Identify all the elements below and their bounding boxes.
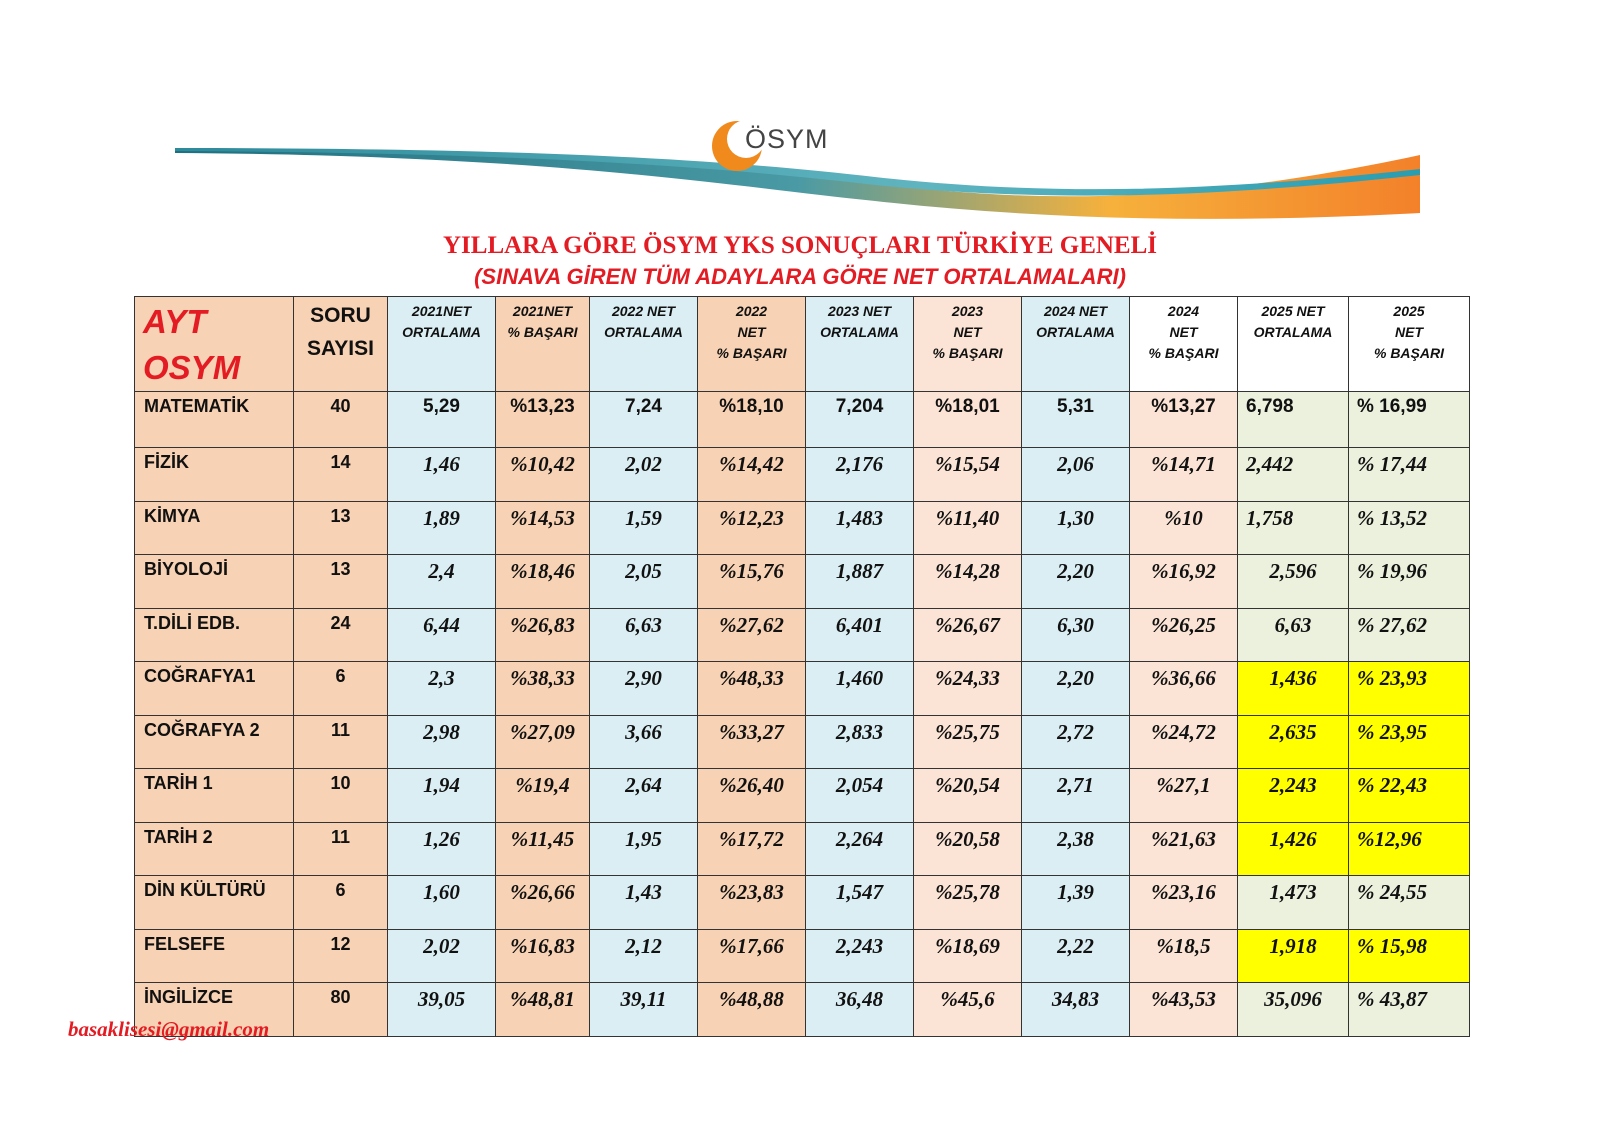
column-header: 2024 NET % BAŞARI [1130,297,1238,392]
net-average-cell: 2,20 [1022,555,1130,609]
question-count-cell: 12 [294,929,388,983]
success-rate-cell: %27,62 [698,608,806,662]
net-average-cell: 1,43 [590,876,698,930]
net-average-cell: 6,798 [1238,392,1349,448]
net-average-cell: 1,426 [1238,822,1349,876]
success-rate-cell: %14,42 [698,448,806,502]
net-average-cell: 2,596 [1238,555,1349,609]
net-average-cell: 2,442 [1238,448,1349,502]
success-rate-cell: %11,40 [914,501,1022,555]
success-rate-cell: % 43,87 [1349,983,1470,1037]
net-average-cell: 2,90 [590,662,698,716]
success-rate-cell: %43,53 [1130,983,1238,1037]
success-rate-cell: %26,67 [914,608,1022,662]
success-rate-cell: %21,63 [1130,822,1238,876]
net-average-cell: 6,63 [590,608,698,662]
net-average-cell: 2,264 [806,822,914,876]
net-average-cell: 1,59 [590,501,698,555]
net-average-cell: 2,71 [1022,769,1130,823]
osym-logo-text: ÖSYM [745,124,829,154]
column-header: 2021NET % BAŞARI [496,297,590,392]
success-rate-cell: % 13,52 [1349,501,1470,555]
success-rate-cell: %13,27 [1130,392,1238,448]
net-average-cell: 2,38 [1022,822,1130,876]
table-row [135,715,1470,769]
success-rate-cell: %18,01 [914,392,1022,448]
results-table [134,296,1470,1037]
success-rate-cell: % 27,62 [1349,608,1470,662]
success-rate-cell: %25,75 [914,715,1022,769]
net-average-cell: 1,30 [1022,501,1130,555]
net-average-cell: 1,46 [388,448,496,502]
success-rate-cell: %24,33 [914,662,1022,716]
question-count-cell: 14 [294,448,388,502]
net-average-cell: 39,11 [590,983,698,1037]
success-rate-cell: % 19,96 [1349,555,1470,609]
net-average-cell: 2,02 [590,448,698,502]
question-count-cell: 13 [294,501,388,555]
table-row [135,448,1470,502]
success-rate-cell: %14,53 [496,501,590,555]
net-average-cell: 3,66 [590,715,698,769]
success-rate-cell: %27,09 [496,715,590,769]
table-row [135,608,1470,662]
success-rate-cell: %25,78 [914,876,1022,930]
success-rate-cell: %26,66 [496,876,590,930]
question-count-cell: 11 [294,715,388,769]
net-average-cell: 2,833 [806,715,914,769]
success-rate-cell: %14,28 [914,555,1022,609]
net-average-cell: 2,64 [590,769,698,823]
net-average-cell: 35,096 [1238,983,1349,1037]
net-average-cell: 2,635 [1238,715,1349,769]
net-average-cell: 1,60 [388,876,496,930]
success-rate-cell: %16,83 [496,929,590,983]
contact-email: basaklisesi@gmail.com [68,1017,270,1041]
net-average-cell: 1,39 [1022,876,1130,930]
success-rate-cell: %12,96 [1349,822,1470,876]
success-rate-cell: % 23,93 [1349,662,1470,716]
subject-cell: TARİH 2 [135,822,294,876]
net-average-cell: 6,63 [1238,608,1349,662]
net-average-cell: 2,20 [1022,662,1130,716]
column-header: 2025 NET % BAŞARI [1349,297,1470,392]
net-average-cell: 2,05 [590,555,698,609]
net-average-cell: 1,918 [1238,929,1349,983]
net-average-cell: 1,473 [1238,876,1349,930]
net-average-cell: 5,31 [1022,392,1130,448]
success-rate-cell: %20,58 [914,822,1022,876]
success-rate-cell: %18,5 [1130,929,1238,983]
success-rate-cell: % 23,95 [1349,715,1470,769]
net-average-cell: 2,4 [388,555,496,609]
net-average-cell: 6,30 [1022,608,1130,662]
net-average-cell: 1,94 [388,769,496,823]
net-average-cell: 2,02 [388,929,496,983]
subject-cell: TARİH 1 [135,769,294,823]
question-count-header: SORU SAYISI [294,297,388,392]
page-subtitle: (SINAVA GİREN TÜM ADAYLARA GÖRE NET ORTALAMALARI) [474,264,1126,289]
table-row [135,822,1470,876]
column-header: 2023 NET ORTALAMA [806,297,914,392]
subject-cell: FİZİK [135,448,294,502]
question-count-cell: 6 [294,662,388,716]
net-average-cell: 2,06 [1022,448,1130,502]
success-rate-cell: %26,40 [698,769,806,823]
success-rate-cell: %18,10 [698,392,806,448]
success-rate-cell: %13,23 [496,392,590,448]
net-average-cell: 6,401 [806,608,914,662]
success-rate-cell: %48,81 [496,983,590,1037]
success-rate-cell: %45,6 [914,983,1022,1037]
column-header: 2023 NET % BAŞARI [914,297,1022,392]
question-count-cell: 24 [294,608,388,662]
net-average-cell: 6,44 [388,608,496,662]
table-body [135,392,1470,1037]
question-count-cell: 13 [294,555,388,609]
column-header: 2025 NET ORTALAMA [1238,297,1349,392]
net-average-cell: 2,3 [388,662,496,716]
column-header: 2024 NET ORTALAMA [1022,297,1130,392]
subject-cell: FELSEFE [135,929,294,983]
success-rate-cell: %38,33 [496,662,590,716]
question-count-cell: 40 [294,392,388,448]
success-rate-cell: %16,92 [1130,555,1238,609]
success-rate-cell: %26,83 [496,608,590,662]
subject-cell: COĞRAFYA1 [135,662,294,716]
net-average-cell: 36,48 [806,983,914,1037]
success-rate-cell: %48,88 [698,983,806,1037]
table-row [135,929,1470,983]
net-average-cell: 1,460 [806,662,914,716]
table-row [135,662,1470,716]
success-rate-cell: %10,42 [496,448,590,502]
success-rate-cell: %18,46 [496,555,590,609]
column-header: 2021NET ORTALAMA [388,297,496,392]
net-average-cell: 2,72 [1022,715,1130,769]
success-rate-cell: %24,72 [1130,715,1238,769]
table-row [135,983,1470,1037]
success-rate-cell: %27,1 [1130,769,1238,823]
net-average-cell: 2,98 [388,715,496,769]
subject-cell: KİMYA [135,501,294,555]
success-rate-cell: % 24,55 [1349,876,1470,930]
net-average-cell: 2,176 [806,448,914,502]
net-average-cell: 34,83 [1022,983,1130,1037]
success-rate-cell: %11,45 [496,822,590,876]
subject-cell: DİN KÜLTÜRÜ [135,876,294,930]
net-average-cell: 2,054 [806,769,914,823]
question-count-cell: 6 [294,876,388,930]
column-header: 2022 NET % BAŞARI [698,297,806,392]
net-average-cell: 39,05 [388,983,496,1037]
question-count-cell: 10 [294,769,388,823]
column-header: 2022 NET ORTALAMA [590,297,698,392]
success-rate-cell: %26,25 [1130,608,1238,662]
net-average-cell: 2,243 [1238,769,1349,823]
success-rate-cell: %36,66 [1130,662,1238,716]
success-rate-cell: % 16,99 [1349,392,1470,448]
table-row [135,555,1470,609]
net-average-cell: 1,547 [806,876,914,930]
net-average-cell: 7,204 [806,392,914,448]
success-rate-cell: %23,83 [698,876,806,930]
subject-cell: İNGİLİZCE [135,983,294,1037]
success-rate-cell: % 15,98 [1349,929,1470,983]
success-rate-cell: % 17,44 [1349,448,1470,502]
success-rate-cell: %15,76 [698,555,806,609]
subject-cell: BİYOLOJİ [135,555,294,609]
success-rate-cell: %18,69 [914,929,1022,983]
question-count-cell: 80 [294,983,388,1037]
net-average-cell: 2,12 [590,929,698,983]
table-header-row [135,297,1470,392]
success-rate-cell: %12,23 [698,501,806,555]
net-average-cell: 1,436 [1238,662,1349,716]
net-average-cell: 2,243 [806,929,914,983]
subject-cell: T.DİLİ EDB. [135,608,294,662]
net-average-cell: 1,483 [806,501,914,555]
success-rate-cell: %48,33 [698,662,806,716]
success-rate-cell: %20,54 [914,769,1022,823]
net-average-cell: 1,89 [388,501,496,555]
table-row [135,876,1470,930]
net-average-cell: 7,24 [590,392,698,448]
net-average-cell: 1,758 [1238,501,1349,555]
exam-header: AYT OSYM [135,297,294,392]
net-average-cell: 1,95 [590,822,698,876]
success-rate-cell: % 22,43 [1349,769,1470,823]
table-row [135,769,1470,823]
success-rate-cell: %14,71 [1130,448,1238,502]
subject-cell: COĞRAFYA 2 [135,715,294,769]
success-rate-cell: %17,66 [698,929,806,983]
success-rate-cell: %15,54 [914,448,1022,502]
net-average-cell: 2,22 [1022,929,1130,983]
net-average-cell: 1,887 [806,555,914,609]
net-average-cell: 1,26 [388,822,496,876]
table-row [135,501,1470,555]
success-rate-cell: %19,4 [496,769,590,823]
net-average-cell: 5,29 [388,392,496,448]
page-title: YILLARA GÖRE ÖSYM YKS SONUÇLARI TÜRKİYE GENELİ [442,232,1158,259]
success-rate-cell: %17,72 [698,822,806,876]
subject-cell: MATEMATİK [135,392,294,448]
question-count-cell: 11 [294,822,388,876]
success-rate-cell: %10 [1130,501,1238,555]
table-row [135,392,1470,448]
success-rate-cell: %33,27 [698,715,806,769]
success-rate-cell: %23,16 [1130,876,1238,930]
